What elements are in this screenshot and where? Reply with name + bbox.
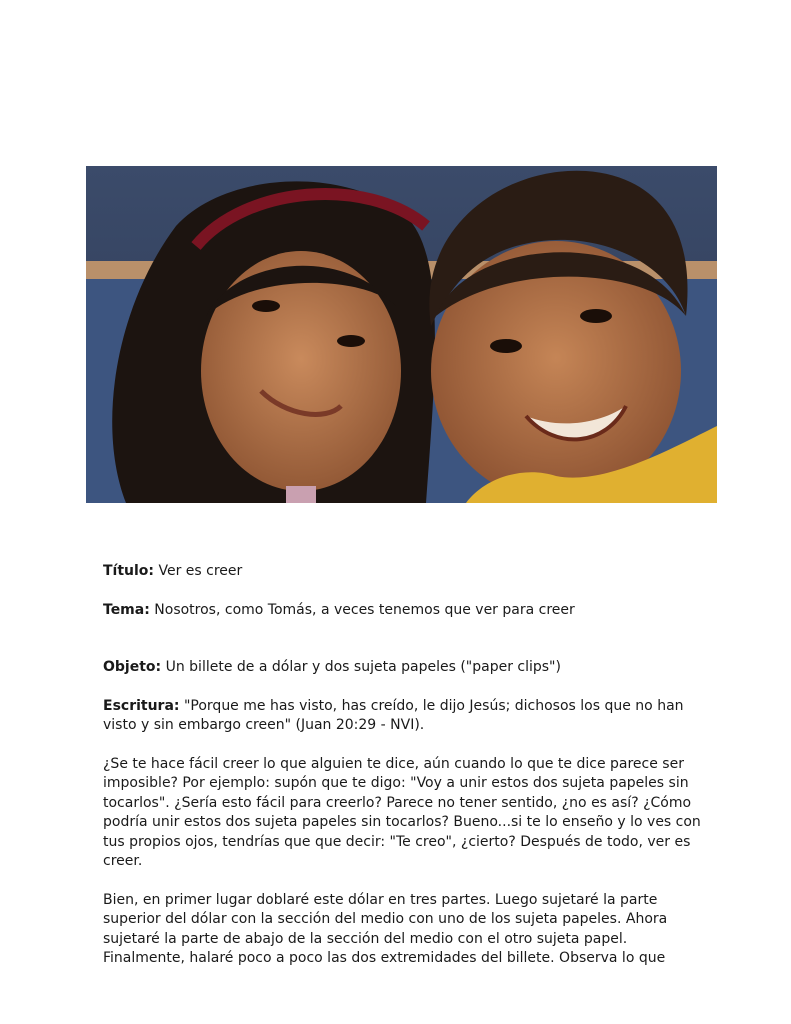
body-line: superior del dólar con la sección del medio con uno de los sujeta papeles. Ahora xyxy=(103,911,668,927)
objeto-label: Objeto: xyxy=(103,659,162,675)
body-line: sujetaré la parte de abajo de la sección del medio con el otro sujeta papel. xyxy=(103,930,628,947)
titulo-label: Título: xyxy=(103,563,155,579)
titulo-paragraph xyxy=(103,562,703,582)
escritura-line: visto y sin embargo creen" (Juan 20:29 - NVI). xyxy=(103,717,425,733)
body-paragraph-2 xyxy=(103,891,703,969)
objeto-paragraph xyxy=(103,658,703,678)
body-line: Bien, en primer lugar doblaré este dólar en tres partes. Luego sujetaré la parte xyxy=(103,891,658,908)
children-photo-icon xyxy=(86,166,717,503)
body-line: tus propios ojos, tendrías que que decir: "Te creo", ¿cierto? Después de todo, ver es xyxy=(103,833,691,850)
body-line: podría unir estos dos sujeta papeles sin tocarlos? Bueno...si te lo enseño y lo ves con xyxy=(103,814,701,830)
children-photo xyxy=(86,166,717,503)
tema-value: Nosotros, como Tomás, a veces tenemos que ver para creer xyxy=(154,601,575,618)
body-paragraph-1 xyxy=(103,755,703,872)
tema-label: Tema: xyxy=(103,601,150,618)
body-line: creer. xyxy=(103,853,143,869)
body-line: ¿Se te hace fácil creer lo que alguien te dice, aún cuando lo que te dice parece ser xyxy=(103,755,684,772)
escritura-paragraph xyxy=(103,697,703,736)
body-line: tocarlos". ¿Sería esto fácil para creerlo? Parece no tener sentido, ¿no es así? ¿Cómo xyxy=(103,794,692,811)
titulo-value: Ver es creer xyxy=(158,563,243,579)
body-line: Finalmente, halaré poco a poco las dos extremidades del billete. Observa lo que xyxy=(103,950,666,966)
escritura-label: Escritura: xyxy=(103,697,180,714)
objeto-value: Un billete de a dólar y dos sujeta papeles ("paper clips") xyxy=(165,659,561,675)
body-line: imposible? Por ejemplo: supón que te digo: "Voy a unir estos dos sujeta papeles sin xyxy=(103,775,689,791)
tema-paragraph xyxy=(103,601,703,621)
lesson-text xyxy=(103,562,703,969)
escritura-text: "Porque me has visto, has creído, le dijo Jesús; dichosos los que no han xyxy=(183,697,684,714)
escritura-line xyxy=(103,697,703,717)
